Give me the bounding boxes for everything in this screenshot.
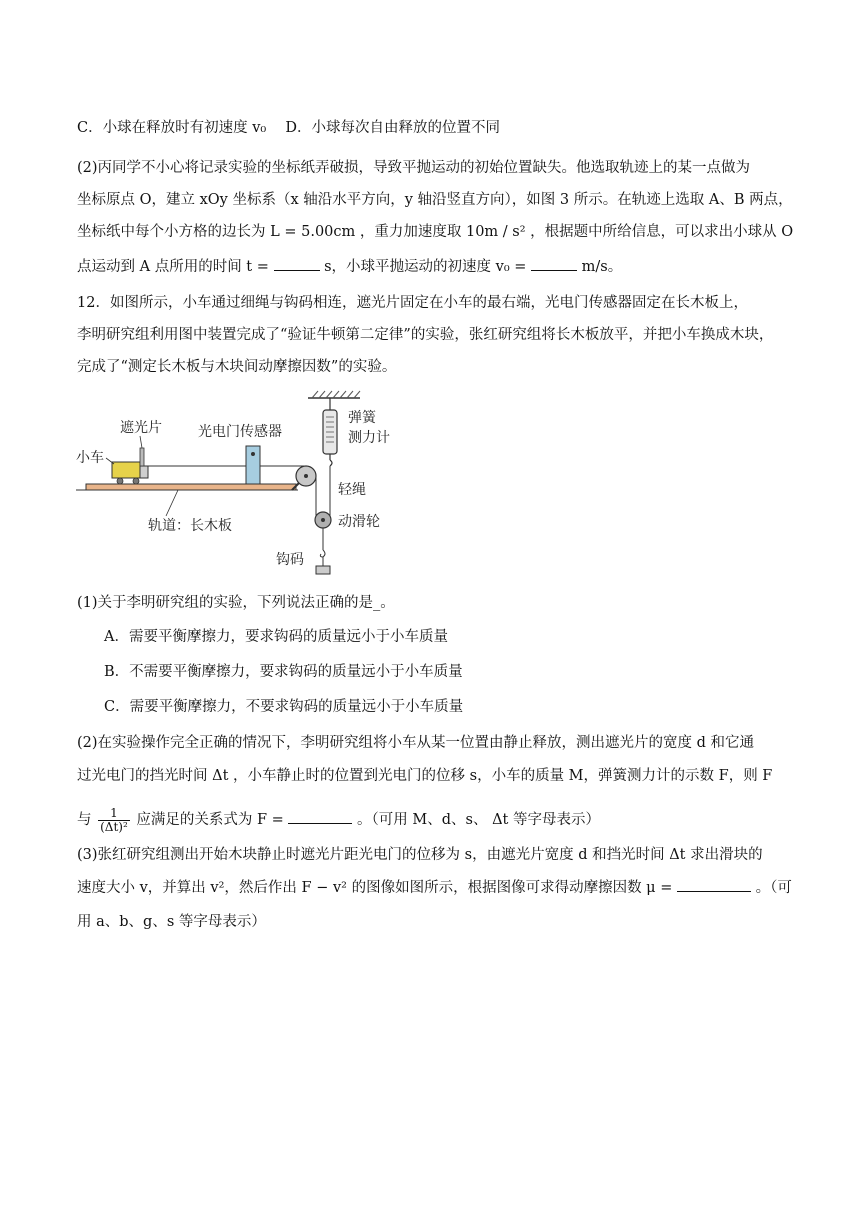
q12-part3-line3: 用 a、b、g、s 等字母表示） xyxy=(77,914,266,930)
q12-option-b[interactable]: B．不需要平衡摩擦力，要求钩码的质量远小于小车质量 xyxy=(104,664,463,680)
label-weight: 钩码 xyxy=(276,552,304,568)
q11-time-label: 点运动到 A 点所用的时间 t = xyxy=(77,259,269,275)
cart xyxy=(112,462,140,478)
track-board xyxy=(86,484,296,490)
q12-stem-line2: 李明研究组利用图中装置完成了“验证牛顿第二定律”的实验，张红研究组将长木板放平，并把小车换成木块， xyxy=(77,327,774,343)
label-photogate: 光电门传感器 xyxy=(198,424,282,440)
shading-plate xyxy=(140,448,144,466)
q11-part2-line1: (2)丙同学不小心将记录实验的坐标纸弄破损，导致平抛运动的初始位置缺失。他选取轨迹上的某一点做为 xyxy=(77,160,751,176)
label-track: 轨道：长木板 xyxy=(148,518,232,534)
q12-mu-label: 速度大小 v，并算出 v²，然后作出 F − v² 的图像如图所示，根据图像可求得动摩擦因数 μ = xyxy=(77,880,673,896)
q12-option-c[interactable]: C．需要平衡摩擦力，不要求钩码的质量远小于小车质量 xyxy=(104,699,464,715)
q12-relation-hint: 。（可用 M、d、s、 Δt 等字母表示） xyxy=(357,812,600,828)
ceiling-hatch xyxy=(312,391,360,398)
label-shading-plate: 遮光片 xyxy=(120,420,162,436)
q11-unit: m/s。 xyxy=(581,259,623,275)
answer-blank-velocity[interactable] xyxy=(531,270,577,271)
answer-blank-mu[interactable] xyxy=(677,891,751,892)
q11-part2-line3: 坐标纸中每个小方格的边长为 L = 5.00cm ，重力加速度取 10m / s² ，根据题中所给信息，可以求出小球从 O xyxy=(77,224,794,240)
answer-blank-relation[interactable] xyxy=(288,823,352,824)
label-moving-pulley: 动滑轮 xyxy=(338,514,380,530)
label-spring-1: 弹簧 xyxy=(348,410,376,426)
q11-velocity-label: s，小球平抛运动的初速度 v₀ = xyxy=(324,259,527,275)
q12-part3-line2 xyxy=(77,878,792,898)
q12-with-label: 与 xyxy=(77,812,92,828)
q12-part2-line2: 过光电门的挡光时间 Δt ，小车静止时的位置到光电门的位移 s，小车的质量 M，弹簧测力计的示数 F，则 F xyxy=(77,768,773,784)
fraction-denominator: (Δt)² xyxy=(100,819,128,834)
q12-part1-question: (1)关于李明研究组的实验，下列说法正确的是_。 xyxy=(77,595,395,611)
q12-relation-label: 应满足的关系式为 F = xyxy=(136,812,284,828)
q12-stem-line3: 完成了“测定长木板与木块间动摩擦因数”的实验。 xyxy=(77,359,397,375)
answer-blank-time[interactable] xyxy=(274,270,320,271)
q11-options-cd: C．小球在释放时有初速度 v₀ D．小球每次自由释放的位置不同 xyxy=(77,120,500,136)
label-spring-2: 测力计 xyxy=(348,430,390,446)
label-cart: 小车 xyxy=(76,450,104,466)
q12-option-a[interactable]: A．需要平衡摩擦力，要求钩码的质量远小于小车质量 xyxy=(104,629,448,645)
q11-part2-line2: 坐标原点 O，建立 xOy 坐标系（x 轴沿水平方向，y 轴沿竖直方向），如图 3 所示。在轨迹上选取 A、B 两点， xyxy=(77,192,793,208)
apparatus-diagram xyxy=(76,390,396,580)
q12-part2-line3 xyxy=(77,798,600,842)
photogate xyxy=(246,446,260,484)
q11-part2-line4 xyxy=(77,257,622,277)
q12-part3-line1: (3)张红研究组测出开始木块静止时遮光片距光电门的位移为 s，由遮光片宽度 d 和挡光时间 Δt 求出滑块的 xyxy=(77,847,763,863)
weight xyxy=(316,566,330,574)
fraction-one-over-dt-squared xyxy=(98,807,130,834)
label-rope: 轻绳 xyxy=(338,482,366,498)
q12-part2-line1: (2)在实验操作完全正确的情况下，李明研究组将小车从某一位置由静止释放，测出遮光片的宽度 d 和它通 xyxy=(77,735,755,751)
q12-stem-line1: 12．如图所示，小车通过细绳与钩码相连，遮光片固定在小车的最右端，光电门传感器固定在长木板上， xyxy=(77,295,748,311)
q12-mu-hint: 。（可 xyxy=(755,880,792,896)
fraction-numerator: 1 xyxy=(98,807,130,821)
